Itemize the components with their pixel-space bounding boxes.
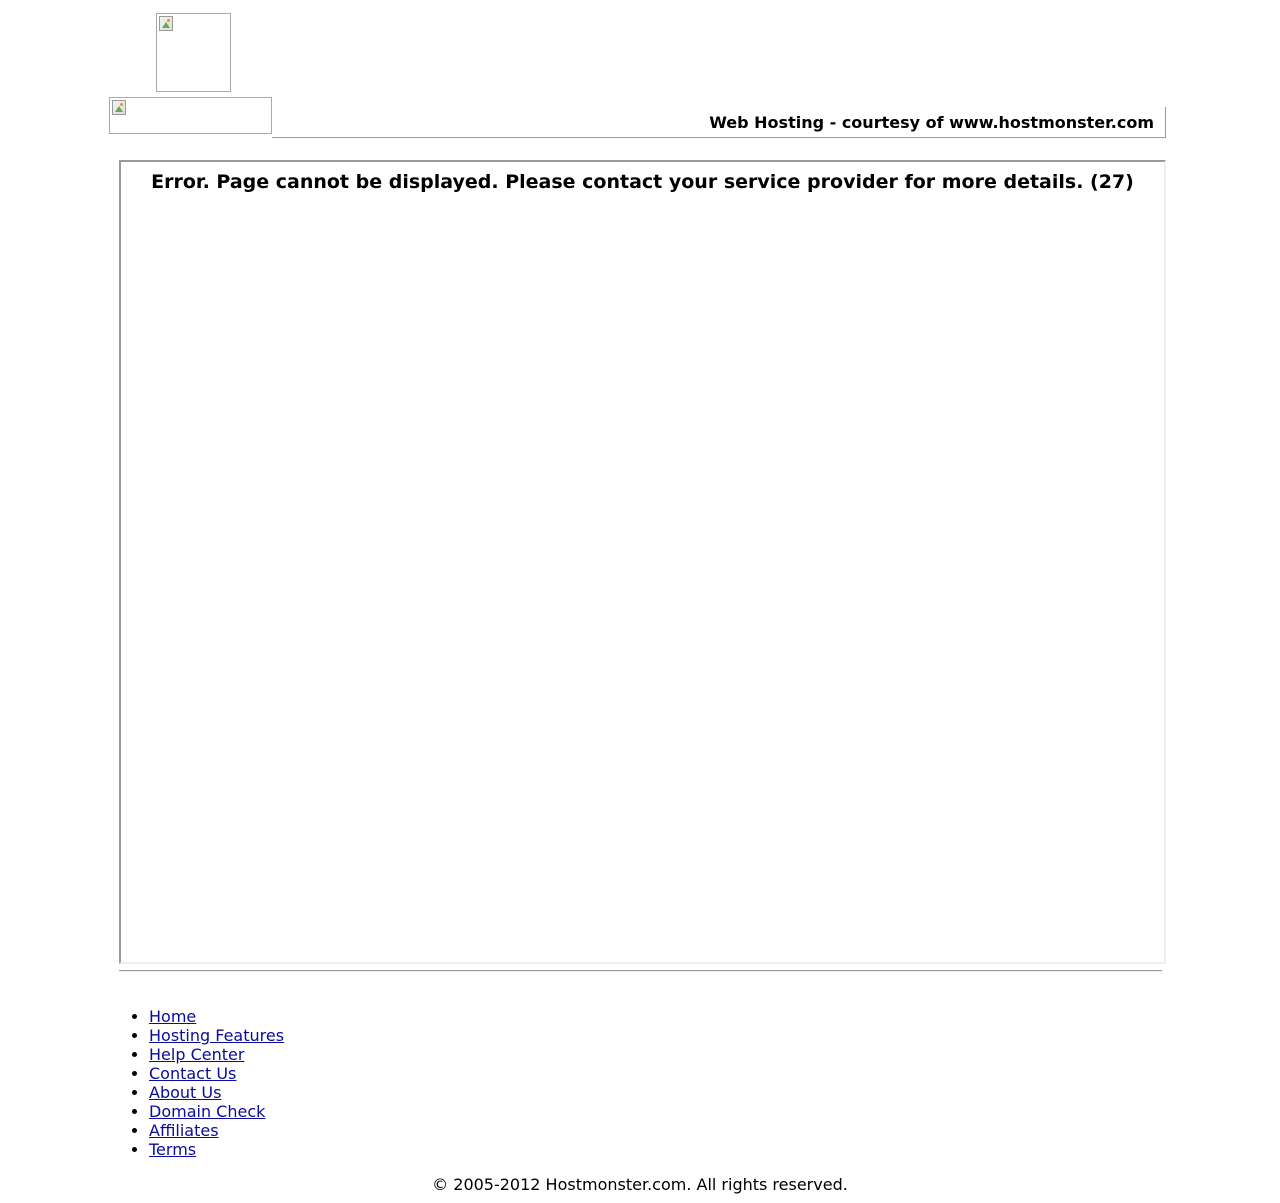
broken-image-icon	[112, 100, 126, 115]
content-frame	[119, 160, 1166, 964]
footer-link-domain-check[interactable]: Domain Check	[149, 1102, 266, 1121]
footer-nav	[109, 1007, 284, 1159]
footer-nav-item-terms	[149, 1140, 284, 1159]
footer-link-contact-us[interactable]: Contact Us	[149, 1064, 237, 1083]
footer-link-affiliates[interactable]: Affiliates	[149, 1121, 219, 1140]
footer-nav-item-home	[149, 1007, 284, 1026]
footer-link-about-us[interactable]: About Us	[149, 1083, 222, 1102]
header-courtesy-bar	[272, 107, 1166, 138]
footer-nav-item-contact-us	[149, 1064, 284, 1083]
courtesy-text: Web Hosting - courtesy of www.hostmonster.com	[709, 113, 1154, 132]
footer-divider	[119, 970, 1162, 972]
footer-nav-item-affiliates	[149, 1121, 284, 1140]
footer-nav-item-domain-check	[149, 1102, 284, 1121]
error-message: Error. Page cannot be displayed. Please contact your service provider for more details. (27)	[151, 171, 1134, 193]
logo-image	[156, 13, 231, 92]
footer-link-help-center[interactable]: Help Center	[149, 1045, 245, 1064]
footer-nav-item-help-center	[149, 1045, 284, 1064]
broken-image-icon	[159, 16, 173, 31]
footer-link-hosting-features[interactable]: Hosting Features	[149, 1026, 285, 1045]
footer-link-home[interactable]: Home	[149, 1007, 197, 1026]
banner-image	[109, 97, 272, 134]
copyright-text: © 2005-2012 Hostmonster.com. All rights reserved.	[432, 1175, 848, 1194]
footer-link-terms[interactable]: Terms	[149, 1140, 197, 1159]
footer-nav-item-about-us	[149, 1083, 284, 1102]
footer-nav-item-hosting-features	[149, 1026, 284, 1045]
